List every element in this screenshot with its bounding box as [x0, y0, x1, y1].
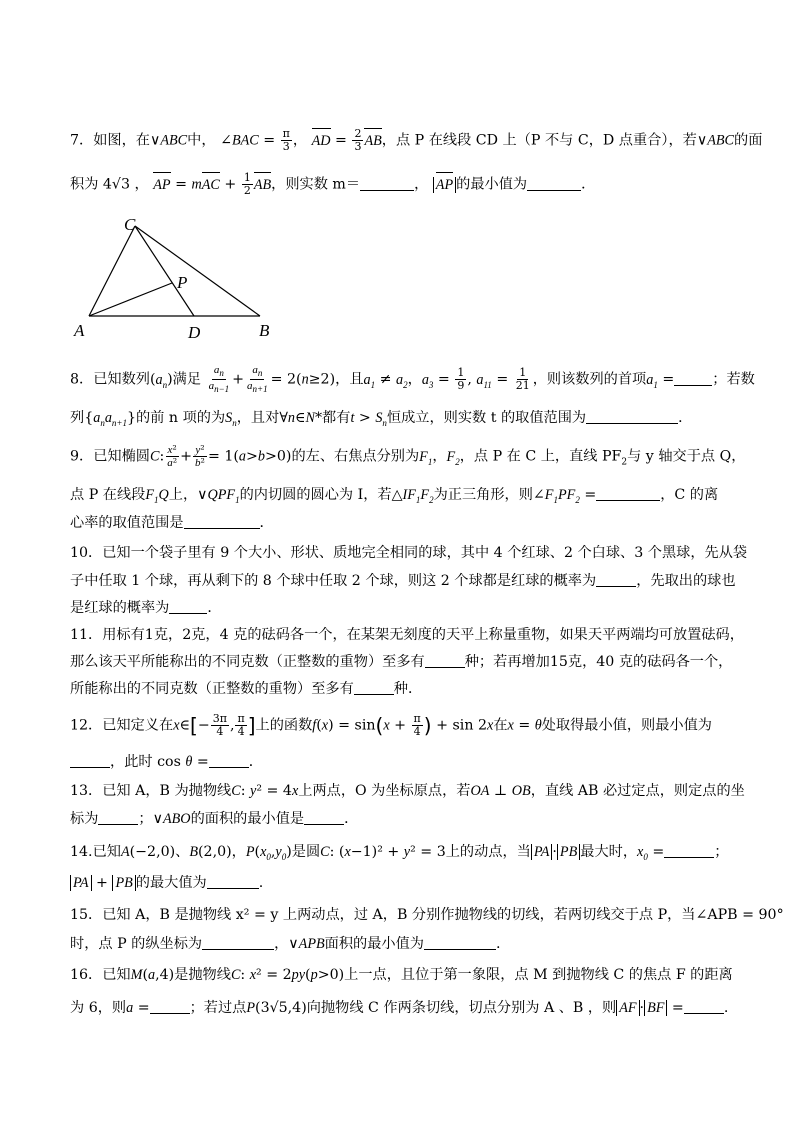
problem-10-line-2: 子中任取 1 个球，再从剩下的 8 个球中任取 2 个球，则这 2 个球都是红球的概率为 ，先取出的球也	[70, 573, 736, 589]
problem-16-line-1: 16．已知M(a,4)是抛物线C: x² = 2py(p>0)上一点，且位于第一象限，点 M 到抛物线 C 的焦点 F 的距离	[70, 967, 733, 983]
answer-blank-15a[interactable]	[202, 935, 274, 950]
problem-13-line-2: 标为 ；∨ABO的面积的最小值是 ．	[70, 811, 359, 827]
problem-11-line-3: 所能称出的不同克数（正整数的重物）至多有 种．	[70, 681, 423, 697]
answer-blank-15b[interactable]	[424, 935, 496, 950]
answer-blank-9a[interactable]	[596, 486, 660, 501]
answer-blank-14b[interactable]	[207, 874, 259, 889]
answer-blank-10b[interactable]	[169, 599, 207, 614]
problem-14-line-1: 14.已知A(−2,0)、B(2,0)，$P(x_0,y_0)$是圆C: (x−1)² + y² = 3上的动点，当 PA · PB 最大时，$x_0$ = ；	[70, 844, 729, 862]
answer-blank-7a[interactable]	[360, 176, 414, 191]
problem-10-line-3: 是红球的概率为 ．	[70, 600, 222, 616]
answer-blank-14a[interactable]	[664, 843, 714, 858]
answer-blank-13b[interactable]	[304, 810, 344, 825]
problem-10-line-1: 10．已知一个袋子里有 9 个大小、形状、质地完全相同的球，其中 4 个红球、2 个白球、3 个黑球，先从袋	[70, 545, 748, 561]
problem-8-line-2: 列$\{a_na_{n+1}\}$的前 n 项的为$S_n$，且对∀n∈N*都有$t > S_n$恒成立，则实数 t 的取值范围为 ．	[70, 410, 693, 428]
answer-blank-16a[interactable]	[150, 999, 190, 1014]
answer-blank-12b[interactable]	[209, 753, 249, 768]
problem-15-line-1: 15．已知 A，B 是抛物线 x² = y 上两动点，过 A，B 分别作抛物线的切线，若两切线交于点 P，当∠APB = 90°	[70, 907, 784, 923]
problem-15-line-2: 时，点 P 的纵坐标为 ，∨APB面积的最小值为 .	[70, 936, 501, 952]
problem-14-line-2: PA + PB 的最大值为 .	[70, 873, 730, 893]
answer-blank-8b[interactable]	[586, 409, 678, 424]
answer-blank-10a[interactable]	[596, 572, 636, 587]
answer-blank-7b[interactable]	[527, 176, 581, 191]
problem-12-line-1: 12．已知定义在x∈[− $\frac{3\pi}{4}$ , $\frac{\pi}{4}$ ]上的函数f(x) = sin(x + $\frac{\pi}{4}$ ) + sin 2x在x = θ处取得最小值，则最小值为	[70, 712, 712, 738]
answer-blank-16b[interactable]	[684, 999, 724, 1014]
answer-blank-8a[interactable]	[674, 371, 712, 386]
answer-blank-9b[interactable]	[184, 514, 260, 529]
problem-7-line-2: 积为 4√3 ， AP = mAC + $\frac{1}{2}$ AB，则实数 m＝ ， AP 的最小值为 ．	[70, 171, 596, 197]
label-C: C	[124, 215, 136, 234]
answer-blank-12a[interactable]	[70, 753, 110, 768]
problem-12-line-2: ，此时 cos θ = ．	[70, 752, 730, 772]
label-P: P	[177, 273, 188, 292]
label-A: A	[74, 321, 85, 340]
triangle-figure	[72, 212, 282, 342]
problem-9-line-3: 心率的取值范围是 ．	[70, 515, 274, 531]
problem-11-line-1: 11．用标有1克，2克，4 克的砝码各一个，在某架无刻度的天平上称量重物，如果天平两端均可放置砝码，	[70, 627, 744, 643]
answer-blank-11b[interactable]	[354, 680, 394, 695]
answer-blank-11a[interactable]	[425, 653, 465, 668]
problem-7-line-1: 7．如图，在∨ABC中， ∠BAC = $\frac{\pi}{3}$ ， AD = $\frac{2}{3}$ AB，点 P 在线段 CD 上（P 不与 C，D 点重合），若∨ABC的面	[70, 127, 763, 153]
problem-11-line-2: 那么该天平所能称出的不同克数（正整数的重物）至多有 种；若再增加15克，40 克的砝码各一个，	[70, 654, 733, 670]
label-B: B	[259, 321, 270, 340]
problem-9-line-2: 点 P 在线段$F_1Q$上，$\vee QPF_1$的内切圆的圆心为 I，若$\triangle IF_1F_2$为正三角形，则$\angle F_1PF_2$ = ，C 的离	[70, 487, 719, 505]
label-D: D	[188, 323, 201, 342]
answer-blank-13a[interactable]	[98, 810, 138, 825]
problem-16-line-2: 为 6，则a = ；若过点P(3√5,4)向抛物线 C 作两条切线，切点分别为 A 、B ，则 AF · BF = .	[70, 1000, 729, 1016]
problem-8-line-1: 8．已知数列$(a_n)$满足 $\frac{a_n}{a_{n-1}}$ + $\frac{a_n}{a_{n+1}}$ = 2(n≥2)，且$a_1 \ne a_2$，$a_3$ = $\frac{1}{9}$ , $a_{11}$ = $\frac{1}{21}$ ，则该数列的首项$a_1$ = ；若数	[70, 364, 755, 395]
problem-13-line-1: 13．已知 A，B 为抛物线C: y² = 4x上两点，O 为坐标原点，若OA ⊥ OB，直线 AB 必过定点，则定点的坐	[70, 783, 745, 799]
problem-9-line-1: 9．已知椭圆C: $\frac{\text{x²}}{\text{a²}}$ + $\frac{\text{y²}}{\text{b²}}$ = 1(a>b>0)的左、右焦点分别为$F_1$，$F_2$，点 P 在 C 上，直线 $PF_2$与 y 轴交于点 Q，	[70, 443, 746, 469]
